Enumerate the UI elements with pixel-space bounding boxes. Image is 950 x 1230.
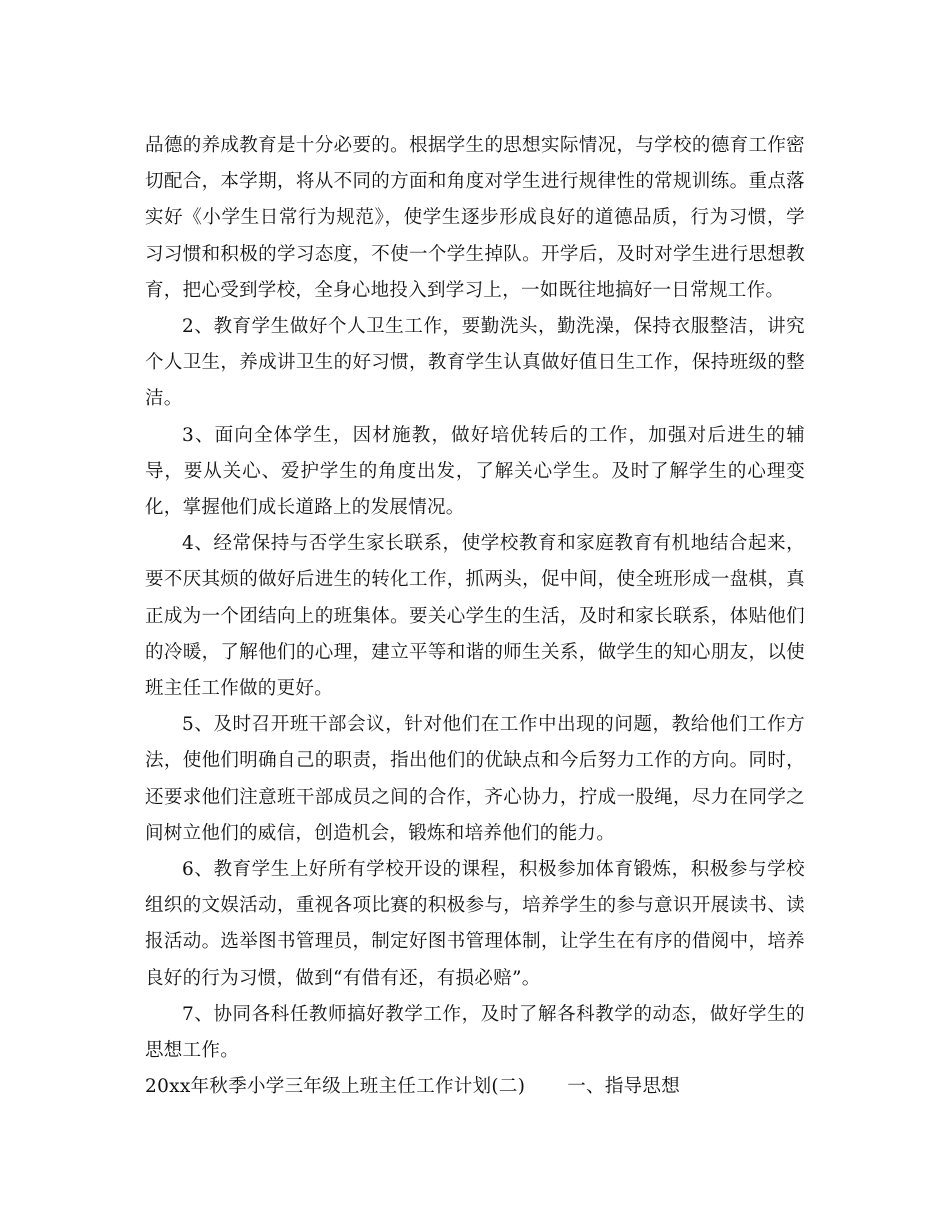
paragraph-item-6: 6、教育学生上好所有学校开设的课程，积极参加体育锻炼，积极参与学校组织的文娱活动，重视各项比赛的积极参与，培养学生的参与意识开展读书、读报活动。选举图书管理员，制定好图书管理体制，让学生在有序的借阅中，培养良好的行为习惯，做到“有借有还，有损必赔”。 [145, 859, 805, 989]
next-section-subheading: 一、指导思想 [567, 1076, 681, 1098]
next-section-heading [145, 1069, 805, 1105]
next-section-title: 20xx年秋季小学三年级上班主任工作计划(二) [145, 1076, 526, 1098]
paragraph-item-4: 4、经常保持与否学生家长联系，使学校教育和家庭教育有机地结合起来，要不厌其烦的做好后进生的转化工作，抓两头，促中间，使全班形成一盘棋，真正成为一个团结向上的班集体。要关心学生的生活，及时和家长联系，体贴他们的冷暖，了解他们的心理，建立平等和谐的师生关系，做学生的知心朋友，以使班主任工作做的更好。 [145, 533, 805, 700]
document-body [145, 128, 805, 1105]
paragraph-item-2: 2、教育学生做好个人卫生工作，要勤洗头，勤洗澡，保持衣服整洁，讲究个人卫生，养成讲卫生的好习惯，教育学生认真做好值日生工作，保持班级的整洁。 [145, 316, 805, 410]
paragraph-item-7: 7、协同各科任教师搞好教学工作，及时了解各科教学的动态，做好学生的思想工作。 [145, 1003, 805, 1062]
paragraph-intro: 品德的养成教育是十分必要的。根据学生的思想实际情况，与学校的德育工作密切配合，本学期，将从不同的方面和角度对学生进行规律性的常规训练。重点落实好《小学生日常行为规范》，使学生逐步形成良好的道德品质，行为习惯，学习习惯和积极的学习态度，不使一个学生掉队。开学后，及时对学生进行思想教育，把心受到学校，全身心地投入到学习上，一如既往地搞好一日常规工作。 [145, 135, 805, 301]
paragraph-item-3: 3、面向全体学生，因材施教，做好培优转后的工作，加强对后进生的辅导，要从关心、爱护学生的角度出发，了解关心学生。及时了解学生的心理变化，掌握他们成长道路上的发展情况。 [145, 424, 805, 519]
paragraph-item-5: 5、及时召开班干部会议，针对他们在工作中出现的问题，教给他们工作方法，使他们明确自己的职责，指出他们的优缺点和今后努力工作的方向。同时，还要求他们注意班干部成员之间的合作，齐心协力，拧成一股绳，尽力在同学之间树立他们的威信，创造机会，锻炼和培养他们的能力。 [145, 714, 805, 844]
